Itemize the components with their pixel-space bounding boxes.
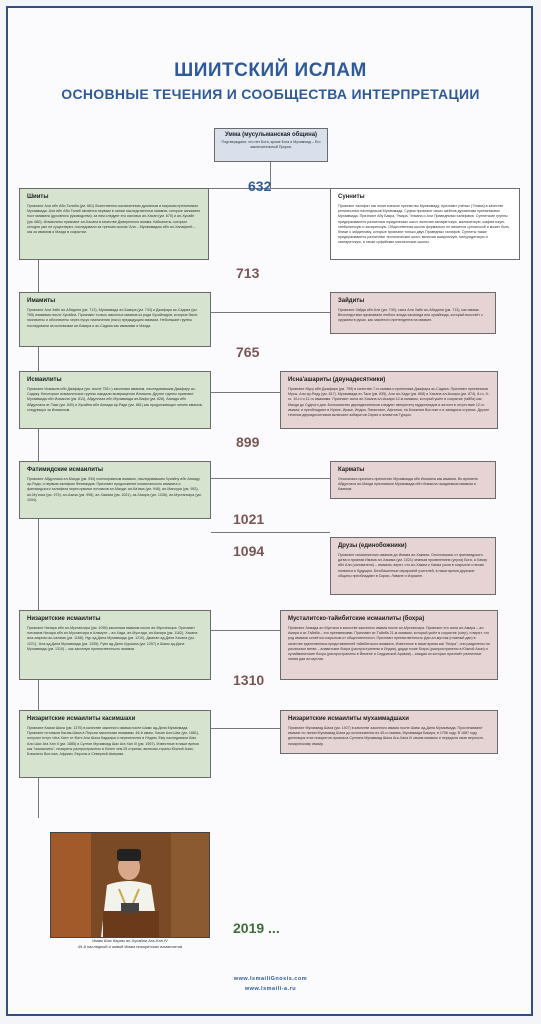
- qasimshahi-box: [19, 710, 211, 778]
- twelvers-title: Исна'ашариты (двунадесятники): [288, 377, 386, 383]
- year-2019: 2019 ...: [233, 920, 280, 936]
- mustalis-title: Мусталитско-тайибитские исмаилиты (бохра): [288, 616, 425, 622]
- year-1021: 1021: [233, 511, 265, 527]
- nizaris-text: Признают Низара ибн ал-Мустансира (ум. 1095) законным имамом после ал-Мустансира. Признают потомков Низара ибн ал-Мустансира в Аламуте – ал-Хади, ал-Мухтади, ал-Кахира (ум. 1162), Хасана ала-зикрихи ас-салама (ум. 1166), Нур ад-Дина Мухаммада (ум. 1210), Джалал ад-Дина Хасана (ум. 1221), 'Ала ад-Дина Мухаммада (ум. 1255), Рукн ад-Дина Хуршаха (ум. 1257) и Шамс ад-Дина Мухаммада (ум. 1310) – как законную преемственность имамов.: [27, 626, 198, 651]
- twelvers-box: [280, 371, 498, 429]
- druze-title: Друзы (единобожники): [338, 543, 407, 549]
- zaydis-box: [330, 292, 496, 334]
- zaydis-title: Зайдиты: [338, 298, 365, 304]
- muhammadshahi-title: Низаритские исмаилиты мухаммадшахи: [288, 716, 409, 722]
- qarmatians-box: [330, 461, 496, 499]
- ismailis-box: [19, 371, 211, 429]
- mustalis-box: [280, 610, 498, 680]
- imamis-box: [19, 292, 211, 347]
- sunni-title: Сунниты: [338, 194, 365, 200]
- qasimshahi-text: Признают Касим Шаха (ум. 1370) в качестве законного имама после Шамс ад-Дина Мухаммада. Признают потомков Касим-Шаха в Персии законными имамами. 46-й имам, Хасан Али Шах (ум. 1881), получил титул «Ага Хан» от Фатх Али Шаха Каджара и переселился в Индию. Ему наследовали Шах Али Шах Ага Хан II (ум. 1885) и Султан Мухаммад Шах Ага Хан III (ум. 1957). Известные в наше время как "исмаилиты", низариты распространены в более чем 25 странах, включая страны Южной Азии, Ближнего Востока, Африки, Европы и Северной Америки.: [27, 726, 200, 757]
- shia-text: Признают Али ибн Аби Талиба (ум. 661) божественно-назначенным духовным и мирским преемником Мухаммада. Али ибн Аби Талиб является первым в линии наследственных имамов, которые занимают пост имамата (духовного руководства); за ним следуют его сыновья ал-Хасан (ум. 670) и ал-Хусайн (ум. 680). Исмаилиты признают ал-Хасана в качестве Доверенного имама. Кайсаниты, которые сегодня уже не существуют, последовали за третьим сыном 'Али – Мухаммадом ибн ал-Ханафией – как за имамом и Махди в сокрытии.: [27, 204, 201, 235]
- mustalis-text: Признают Ахмада ал-Мустали в качестве законного имама после ал-Мустансира. Признают его сына ал-Амира – ал-Амира и ат-Тайиба – его преемниками. Признают ат-Тайиба 21-м имамом, который ушёл в сокрытие (сатр), и верят, что род имамов остаётся сокрытым от общественности. Признают преемственность Даи ал-мутлак (главный даи) в качестве единственных представителей тайибитского имамата. Известные в наше время как "бохра", они разделены на различные ветви – алавитские бохра (распространены в Индии), дауди тские бохра (распространены в Южной Азии) и сулайманитские бохра (распространены в Йемене и Саудовской Аравии) – каждая из которых признаёт различные линии даи ал-мутлак.: [288, 626, 490, 662]
- year-1094: 1094: [233, 543, 265, 559]
- shia-box: [19, 188, 209, 260]
- sunni-box: [330, 188, 520, 260]
- qarmatians-text: Отказались признать преемство Мухаммада ибн Исмаила как имамов. Во времена Абдуллаха ал-Махди признавали Мухаммада ибн Исмаила ожидаемым имамом и Каимом.: [338, 477, 478, 492]
- nizaris-title: Низаритские исмаилиты: [27, 616, 101, 622]
- year-1310: 1310: [233, 672, 265, 688]
- fatimids-title: Фатимидские исмаилиты: [27, 467, 103, 473]
- muhammadshahi-box: [280, 710, 498, 754]
- year-765: 765: [236, 344, 260, 360]
- twelvers-text: Признают Мусу ибн Джафара (ум. 799) в качестве 7-го имама и преемника Джафара ас-Садика. Признают преемников Мусы, Али ар-Риду (ум. 817), Мухаммада ат-Таки (ум. 835), Али ал-Хади (ум. 868) и Хасана ал-Аскари (ум. 874), 8-го, 9-го, 10-го и 11-го имамами. Признают сына ал-Хасана ал-Аскари 12-м имамом, который ушёл в сокрытие (гайба) как Махди до Судного дня. Большинство двунадесятников следуют авторитету муджтахидов и аятолл в отсутствие 12-го имама; и преобладают в Иране, Ираке, Индии, Пакистане, Афгании, на Ближнем Востоке и в западных странах. Другие течения двунадесятников включают ахбаритов Сирии и алевитов Турции.: [288, 387, 490, 418]
- connector-1310: [211, 728, 280, 729]
- year-713: 713: [236, 265, 260, 281]
- umma-text: Подтверждают, что нет Бога, кроме Бога и Мухаммад – Его заключительный Пророк.: [221, 140, 321, 150]
- ismailis-text: Признают Исмаила ибн Джафара (ум. после 755 г.) законным имамом, наследовавшим Джафару ас-Садику. Некоторые исмаилитские группы ожидали возвращения Исмаила. Другие группы признают Мухаммада ибн Исмаила (ум. 813), Абдуллаха ибн Мухаммада ал-Вафи (ум. 828), Ахмада ибн Абдуллаха ат-Таки (ум. 840) и Хусайна ибн Ахмада ар-Ради (ум. 881) как продолжающих линию имамов, следующих за Исмаилом.: [27, 387, 203, 412]
- zaydis-text: Признают Зайда ибн Али (ум. 740), сына Али Зайн ал-Абидина (ум. 713), как имама. Впоследствии признавали любого алида хасанида или хусайнида, который восстаёт с оружием в руках, как законного претендента на имамат.: [338, 308, 483, 323]
- imamis-title: Имамиты: [27, 298, 56, 304]
- photo-caption-name: Имам Шах Карим ал-Хусайни Ага-Хан IV: [92, 938, 168, 943]
- connector-765: [211, 392, 280, 393]
- page-subtitle: ОСНОВНЫЕ ТЕЧЕНИЯ И СООБЩЕСТВА ИНТЕРПРЕТАЦИИ: [61, 86, 480, 102]
- umma-box: [214, 128, 328, 162]
- portrait-photo: [50, 832, 210, 938]
- shia-title: Шииты: [27, 194, 49, 200]
- website-link-2[interactable]: www.Ismaili-a.ru: [244, 986, 297, 992]
- druze-text: Признают исмаилитских имамов до Имама ал-Хакима. Отколовшись от фатимидского да'ва и признав Имама ал-Хакима (ум. 1021) земным проявлением (ухула) Бога, а Хамзу ибн Али (основателя) – имамом, верят, что ал-Хаким и Хамза ушли в сокрытие и вновь появятся в будущем. Безгбашенные иерархией учителей, в наше время друзские общины преобладают в Сирии, Ливане и Израиле.: [338, 553, 488, 578]
- qasimshahi-title: Низаритские исмаилиты касимшахи: [27, 716, 136, 722]
- fatimids-box: [19, 461, 211, 519]
- nizaris-box: [19, 610, 211, 680]
- sunni-text: Признают халифат как политическое преемство Мухаммаду; признают учёных ('Улама) в качестве религиозных наследников Мухаммада. Суфии признают своих шейхов духовными преемниками Мухаммада. Признают Абу Бакра, 'Умара, 'Усмана и Али Праведными халифами. Суннитские группы придерживаются различных юридических школ, включая ханафитскую, маликитскую, шафиитскую, ханбалитскую и захиритскую. Общественная школа формально не является суннитской и может быть ближе к зайдитизму, которые признают только двух Праведных халифов. Сунниты также придерживаются различных теологических школ, включая ашаритскую, матуридитскую и хаятаритскую, а также суфийские мистические школы.: [338, 204, 510, 245]
- page-title: ШИИТСКИЙ ИСЛАМ: [174, 60, 367, 81]
- portrait-illustration: [51, 833, 209, 937]
- website-link-1[interactable]: www.IsmailiGnosis.com: [233, 976, 308, 982]
- connector-1094: [211, 630, 280, 631]
- muhammadshahi-text: Признают Мухаммад Шаха (ум. 1407) в качестве законного имама после Шамс ад-Дина Мухаммада. Прослеживают имамат по линии Мухаммад Шаха до исчезновения их 40-го имама, Мухаммада Бакира, в 1796 году. В 1887 году делегация этих низаритов признала Султана Мухаммад Шаха Ага-Хана III своим имамом и передала свою верность низаритскому имаму.: [288, 726, 484, 746]
- druze-box: [330, 537, 496, 595]
- qarmatians-title: Карматы: [338, 467, 365, 473]
- umma-title: Умма (мусульманская община): [224, 132, 318, 138]
- ismailis-title: Исмаилиты: [27, 377, 62, 383]
- connector-1021: [211, 532, 330, 533]
- photo-caption-role: 49-й наследный и живой Имам низаритских исмаилитов: [77, 944, 183, 949]
- connector-713: [211, 312, 330, 313]
- year-899: 899: [236, 434, 260, 450]
- fatimids-text: Признают Абдуллаха ал-Махди (ум. 934) полноправным имамом, наследовавшим Хусайну ибн Ахмаду ар-Ради, и первым халифом Фатимидов. Признают продолжение исмаилитского имамата и фатимидского халифата через прямых потомков ал-Махди: ал-Ка'има (ум. 946), ал-Мансура (ум. 953), ал-Му'изза (ум. 975), ал-Азиза (ум. 996), ал-Хакима (ум. 1021), аз-Захира (ум. 1036), ал-Мустансира (ум. 1094).: [27, 477, 202, 502]
- connector-899: [211, 478, 330, 479]
- year-632: 632: [248, 178, 272, 194]
- imamis-text: Признают Али Зайн ал-Абидина (ум. 713), Мухаммада ал-Бакира (ум. 743) и Джафара ас-Садика (ум. 765) имамами после Хусайна. Признают только законных имамов из рода Хусайнидов, которые были назначены и обозначены через нусус назначения (насс) предыдущим имамом. Небольшие группы последовали за сыновьями ал-Бакира и ас-Садика как имамами и Махди.: [27, 308, 198, 328]
